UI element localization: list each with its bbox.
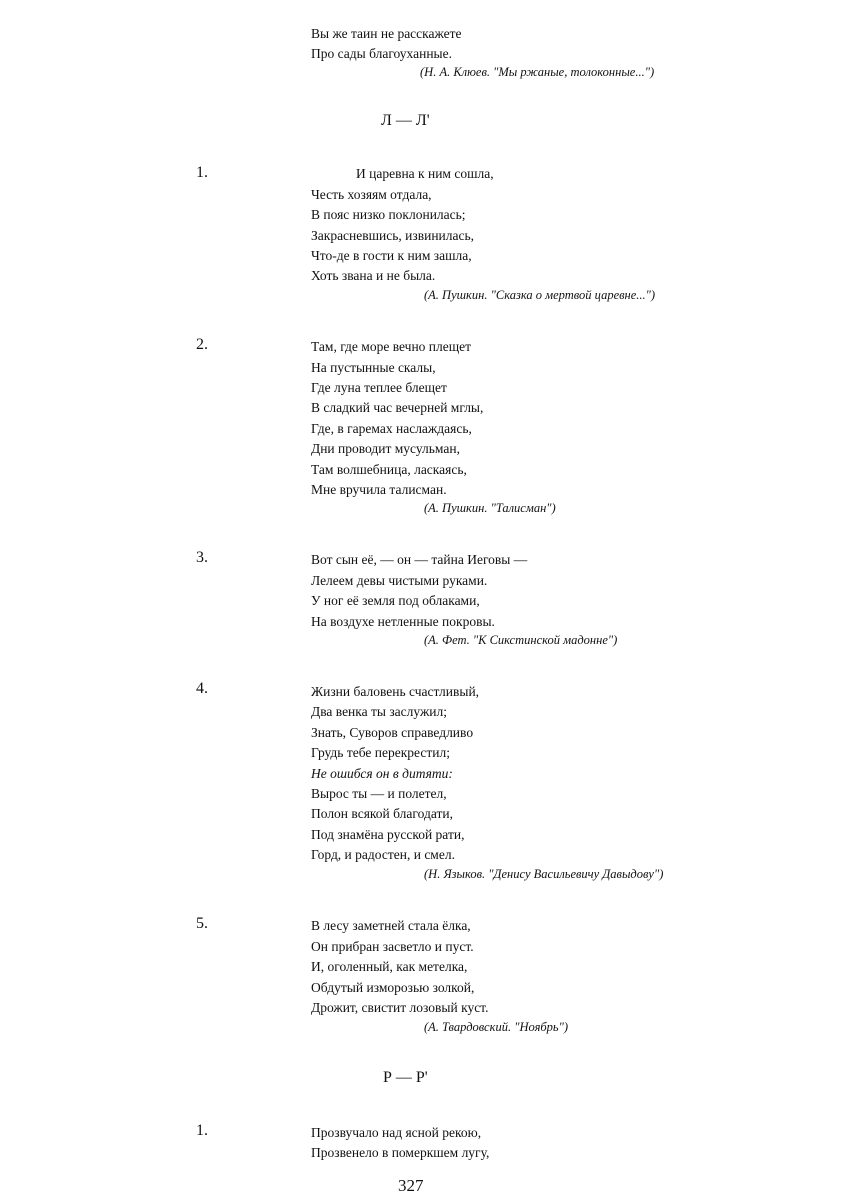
- poem-line: В пояс низко поклонилась;: [311, 207, 466, 222]
- poem-line: Он прибран засветло и пуст.: [311, 939, 474, 954]
- poem-line: Знать, Суворов справедливо: [311, 725, 474, 740]
- poem-line: Где, в гаремах наслаждаясь,: [311, 421, 472, 436]
- poem-line: Про сады благоуханные.: [311, 46, 452, 61]
- poem-line: Вы же таин не расскажете: [311, 26, 462, 41]
- poem-line: Дни проводит мусульман,: [311, 441, 460, 456]
- poem-source: (Н. Языков. "Денису Васильевичу Давыдову"): [424, 867, 664, 881]
- poem-line: Мне вручила талисман.: [311, 482, 447, 497]
- item-number: 3.: [196, 549, 208, 566]
- item-number: 4.: [196, 680, 208, 697]
- poem-line: Честь хозяям отдала,: [311, 187, 432, 202]
- poem-source: (А. Твардовский. "Ноябрь"): [424, 1020, 569, 1034]
- poem-line: Два венка ты заслужил;: [311, 704, 448, 719]
- poem-line: Дрожит, свистит лозовый куст.: [311, 1000, 489, 1015]
- poem-line: Там, где море вечно плещет: [311, 339, 472, 354]
- poem-line: Вот сын её, — он — тайна Иеговы —: [311, 552, 528, 567]
- poem-source: (А. Фет. "К Сикстинской мадонне"): [424, 633, 618, 647]
- item-number: 2.: [196, 336, 208, 353]
- poem-line: Обдутый изморозью золкой,: [311, 980, 475, 995]
- poem-line: Там волшебница, ласкаясь,: [311, 462, 467, 477]
- item-number: 5.: [196, 915, 208, 932]
- poem-line: В лесу заметней стала ёлка,: [311, 918, 471, 933]
- section-heading-l: Л — Л': [381, 112, 430, 129]
- item-number: 1.: [196, 164, 208, 181]
- poem-line: Прозвучало над ясной рекою,: [311, 1125, 482, 1140]
- poem-line: Что-де в гости к ним зашла,: [311, 248, 472, 263]
- poem-line: Жизни баловень счастливый,: [311, 684, 480, 699]
- poem-line: И, оголенный, как метелка,: [311, 959, 468, 974]
- poem-line: И царевна к ним сошла,: [356, 166, 494, 181]
- poem-line: На воздухе нетленные покровы.: [311, 614, 495, 629]
- poem-line: Не ошибся он в дитяти:: [311, 766, 453, 781]
- poem-source: (Н. А. Клюев. "Мы ржаные, толоконные..."): [420, 65, 655, 79]
- poem-line: У ног её земля под облаками,: [311, 593, 480, 608]
- poem-line: На пустынные скалы,: [311, 360, 436, 375]
- poem-line: Полон всякой благодати,: [311, 806, 453, 821]
- poem-source: (А. Пушкин. "Сказка о мертвой царевне..."): [424, 288, 656, 302]
- poem-line: Лелеем девы чистыми руками.: [311, 573, 488, 588]
- poem-line: Прозвенело в померкшем лугу,: [311, 1145, 490, 1160]
- poem-line: Закрасневшись, извинилась,: [311, 228, 475, 243]
- item-number: 1.: [196, 1122, 208, 1139]
- page-number: 327: [398, 1176, 424, 1195]
- poem-line: Где луна теплее блещет: [311, 380, 447, 395]
- poem-source: (А. Пушкин. "Талисман"): [424, 501, 556, 515]
- poem-line: Грудь тебе перекрестил;: [311, 745, 450, 760]
- poem-line: Вырос ты — и полетел,: [311, 786, 447, 801]
- poem-line: Под знамёна русской рати,: [311, 827, 465, 842]
- poem-line: Горд, и радостен, и смел.: [311, 847, 455, 862]
- poem-line: В сладкий час вечерней мглы,: [311, 400, 484, 415]
- poem-line: Хоть звана и не была.: [311, 268, 436, 283]
- section-heading-r: Р — Р': [383, 1069, 428, 1086]
